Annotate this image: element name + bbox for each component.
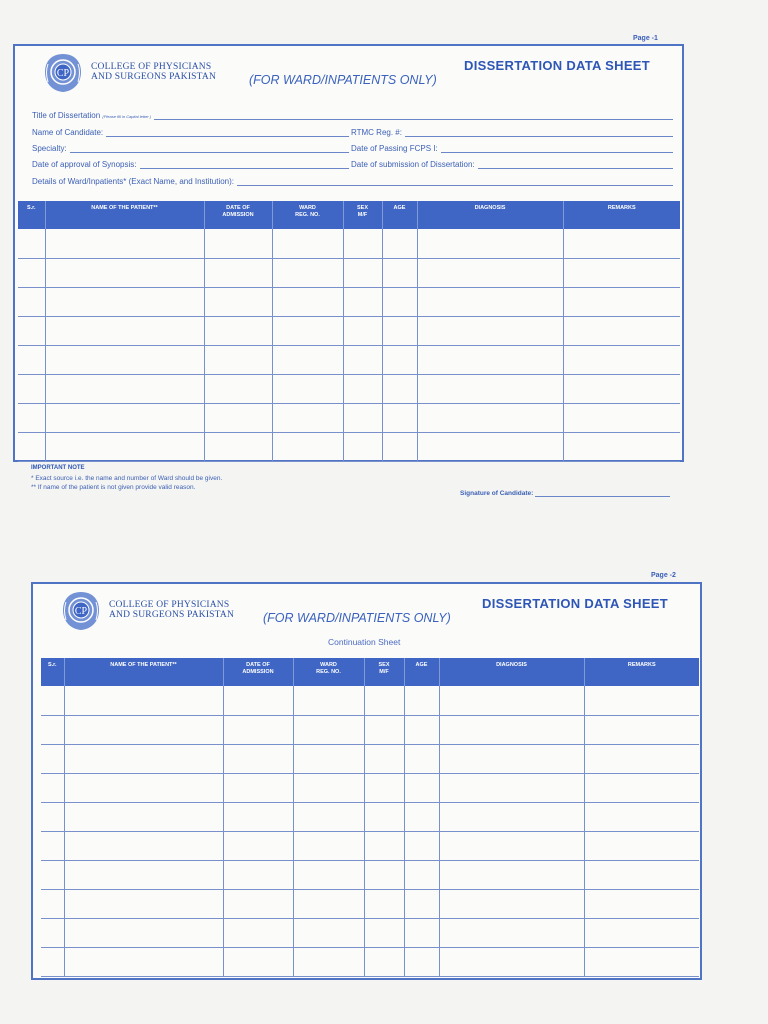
- table-cell[interactable]: [41, 802, 64, 831]
- table-cell[interactable]: [45, 229, 204, 258]
- table-cell[interactable]: [439, 889, 584, 918]
- table-cell[interactable]: [563, 229, 680, 258]
- table-row: [41, 947, 699, 976]
- college-crest-logo: [60, 590, 102, 632]
- table-cell[interactable]: [293, 773, 364, 802]
- table-cell[interactable]: [439, 686, 584, 715]
- table-cell[interactable]: [45, 287, 204, 316]
- fill-line[interactable]: [237, 177, 673, 186]
- table-cell[interactable]: [293, 918, 364, 947]
- table-cell[interactable]: [417, 374, 563, 403]
- table-cell[interactable]: [563, 258, 680, 287]
- field-date-submission[interactable]: [351, 158, 673, 169]
- table-cell[interactable]: [293, 831, 364, 860]
- column-header: [439, 658, 584, 686]
- table-cell[interactable]: [41, 947, 64, 976]
- field-label: Date of submission of Dissertation:: [351, 160, 475, 169]
- table-cell[interactable]: [204, 316, 272, 345]
- table-cell[interactable]: [223, 802, 293, 831]
- fill-line[interactable]: [106, 128, 349, 137]
- sheet-subtitle: (FOR WARD/INPATIENTS ONLY): [263, 611, 451, 625]
- table-cell[interactable]: [272, 345, 343, 374]
- data-sheet-page-1: [13, 44, 684, 462]
- table-cell[interactable]: [563, 287, 680, 316]
- table-cell[interactable]: [41, 889, 64, 918]
- field-specialty[interactable]: [32, 142, 349, 153]
- table-cell[interactable]: [404, 802, 439, 831]
- table-cell[interactable]: [18, 258, 45, 287]
- table-cell[interactable]: [64, 802, 223, 831]
- college-crest-logo: [42, 52, 84, 94]
- table-cell[interactable]: [364, 744, 404, 773]
- table-header-row: [18, 201, 680, 229]
- table-cell[interactable]: [272, 403, 343, 432]
- column-header: [382, 201, 417, 229]
- table-cell[interactable]: [293, 744, 364, 773]
- page-number-1: Page -1: [633, 35, 658, 42]
- column-header: [223, 658, 293, 686]
- column-header-line-1: SEX: [378, 662, 390, 668]
- table-cell[interactable]: [293, 686, 364, 715]
- signature-of-candidate[interactable]: [460, 489, 670, 497]
- table-cell[interactable]: [343, 432, 382, 461]
- field-label: RTMC Reg. #:: [351, 128, 402, 137]
- table-cell[interactable]: [584, 947, 699, 976]
- table-cell[interactable]: [417, 287, 563, 316]
- table-row: [18, 229, 680, 258]
- table-cell[interactable]: [584, 715, 699, 744]
- table-cell[interactable]: [204, 229, 272, 258]
- table-cell[interactable]: [223, 889, 293, 918]
- important-note-heading: IMPORTANT NOTE: [31, 465, 85, 471]
- table-cell[interactable]: [382, 258, 417, 287]
- table-cell[interactable]: [364, 831, 404, 860]
- column-header-line-1: DIAGNOSIS: [474, 205, 506, 211]
- table-cell[interactable]: [343, 287, 382, 316]
- table-cell[interactable]: [45, 345, 204, 374]
- column-header: [563, 201, 680, 229]
- table-cell[interactable]: [404, 773, 439, 802]
- table-row: [41, 831, 699, 860]
- table-cell[interactable]: [404, 918, 439, 947]
- column-header-line-1: DATE OF: [246, 662, 270, 668]
- table-row: [41, 686, 699, 715]
- table-cell[interactable]: [293, 802, 364, 831]
- table-cell[interactable]: [41, 686, 64, 715]
- table-cell[interactable]: [45, 316, 204, 345]
- table-cell[interactable]: [382, 287, 417, 316]
- table-cell[interactable]: [18, 229, 45, 258]
- table-cell[interactable]: [41, 918, 64, 947]
- table-cell[interactable]: [404, 715, 439, 744]
- column-header-line-2: M/F: [357, 212, 368, 218]
- table-cell[interactable]: [382, 229, 417, 258]
- table-cell[interactable]: [204, 258, 272, 287]
- table-cell[interactable]: [18, 432, 45, 461]
- table-cell[interactable]: [64, 947, 223, 976]
- table-row: [41, 773, 699, 802]
- table-cell[interactable]: [439, 860, 584, 889]
- column-header-line-1: DATE OF: [226, 205, 250, 211]
- table-cell[interactable]: [272, 316, 343, 345]
- table-cell[interactable]: [343, 345, 382, 374]
- table-cell[interactable]: [223, 831, 293, 860]
- column-header-line-1: WARD: [299, 205, 316, 211]
- table-cell[interactable]: [343, 316, 382, 345]
- field-name-of-candidate[interactable]: [32, 126, 349, 137]
- column-header: [417, 201, 563, 229]
- college-name-line-2: AND SURGEONS PAKISTAN: [109, 610, 235, 620]
- table-cell[interactable]: [293, 889, 364, 918]
- table-cell[interactable]: [584, 918, 699, 947]
- table-cell[interactable]: [41, 744, 64, 773]
- table-cell[interactable]: [563, 432, 680, 461]
- table-cell[interactable]: [439, 947, 584, 976]
- fill-line[interactable]: [478, 160, 673, 169]
- table-row: [18, 432, 680, 461]
- table-cell[interactable]: [584, 831, 699, 860]
- field-ward-details[interactable]: [32, 175, 673, 186]
- table-cell[interactable]: [563, 403, 680, 432]
- table-cell[interactable]: [18, 374, 45, 403]
- table-cell[interactable]: [272, 374, 343, 403]
- table-cell[interactable]: [18, 403, 45, 432]
- table-row: [41, 889, 699, 918]
- column-header-line-1: WARD: [320, 662, 337, 668]
- table-cell[interactable]: [584, 889, 699, 918]
- table-cell[interactable]: [417, 432, 563, 461]
- table-cell[interactable]: [293, 860, 364, 889]
- column-header-line-1: REMARKS: [627, 662, 656, 668]
- table-row: [18, 403, 680, 432]
- column-header-line-1: AGE: [393, 205, 406, 211]
- table-cell[interactable]: [364, 918, 404, 947]
- table-cell[interactable]: [64, 860, 223, 889]
- table-cell[interactable]: [382, 432, 417, 461]
- college-name: [109, 600, 234, 620]
- table-cell[interactable]: [439, 773, 584, 802]
- table-row: [41, 918, 699, 947]
- table-cell[interactable]: [439, 831, 584, 860]
- field-label: Date of Passing FCPS I:: [351, 144, 438, 153]
- table-cell[interactable]: [272, 258, 343, 287]
- field-title-of-dissertation[interactable]: [32, 109, 673, 120]
- sheet-title: DISSERTATION DATA SHEET: [464, 58, 651, 73]
- table-cell[interactable]: [404, 686, 439, 715]
- column-header-line-2: ADMISSION: [222, 212, 254, 218]
- table-cell[interactable]: [417, 229, 563, 258]
- table-cell[interactable]: [204, 403, 272, 432]
- table-cell[interactable]: [45, 258, 204, 287]
- table-cell[interactable]: [439, 715, 584, 744]
- table-cell[interactable]: [404, 831, 439, 860]
- table-cell[interactable]: [563, 316, 680, 345]
- table-cell[interactable]: [439, 802, 584, 831]
- fill-line[interactable]: [140, 160, 349, 169]
- table-cell[interactable]: [272, 432, 343, 461]
- college-name-line-2: AND SURGEONS PAKISTAN: [91, 72, 217, 82]
- column-header: [41, 658, 64, 686]
- table-cell[interactable]: [364, 889, 404, 918]
- fill-line[interactable]: [405, 128, 673, 137]
- field-date-synopsis[interactable]: [32, 158, 349, 169]
- column-header-line-1: NAME OF THE PATIENT**: [91, 205, 158, 211]
- table-cell[interactable]: [364, 947, 404, 976]
- field-label: Name of Candidate:: [32, 128, 104, 137]
- column-header-line-2: ADMISSION: [242, 669, 274, 675]
- table-cell[interactable]: [404, 889, 439, 918]
- table-cell[interactable]: [41, 831, 64, 860]
- table-cell[interactable]: [64, 773, 223, 802]
- table-cell[interactable]: [563, 374, 680, 403]
- table-cell[interactable]: [343, 403, 382, 432]
- field-label: Date of approval of Synopsis:: [32, 160, 137, 169]
- table-cell[interactable]: [45, 432, 204, 461]
- table-cell[interactable]: [343, 229, 382, 258]
- table-cell[interactable]: [223, 686, 293, 715]
- table-cell[interactable]: [41, 860, 64, 889]
- table-row: [41, 802, 699, 831]
- svg-text:CP: CP: [56, 68, 70, 79]
- table-cell[interactable]: [404, 744, 439, 773]
- column-header: [364, 658, 404, 686]
- table-cell[interactable]: [584, 860, 699, 889]
- table-cell[interactable]: [272, 229, 343, 258]
- table-cell[interactable]: [41, 715, 64, 744]
- field-rtmc-reg[interactable]: [351, 126, 673, 137]
- table-cell[interactable]: [18, 287, 45, 316]
- table-cell[interactable]: [204, 287, 272, 316]
- college-name: [91, 62, 216, 82]
- table-cell[interactable]: [417, 345, 563, 374]
- fill-line[interactable]: [441, 144, 673, 153]
- patients-table-page-2: [41, 658, 699, 977]
- table-cell[interactable]: [45, 403, 204, 432]
- table-cell[interactable]: [223, 947, 293, 976]
- column-header: [293, 658, 364, 686]
- table-cell[interactable]: [364, 860, 404, 889]
- fill-line[interactable]: [70, 144, 349, 153]
- signature-line[interactable]: [535, 489, 670, 497]
- table-row: [18, 258, 680, 287]
- column-header-line-1: S.r.: [47, 662, 57, 668]
- table-row: [18, 374, 680, 403]
- column-header-line-2: REG. NO.: [316, 669, 341, 675]
- column-header: [204, 201, 272, 229]
- table-cell[interactable]: [223, 918, 293, 947]
- table-row: [18, 316, 680, 345]
- signature-label: Signature of Candidate:: [460, 490, 534, 497]
- page-number-2: Page -2: [651, 572, 676, 579]
- column-header-line-1: S.r.: [26, 205, 36, 211]
- table-cell[interactable]: [64, 918, 223, 947]
- table-cell[interactable]: [64, 686, 223, 715]
- table-cell[interactable]: [364, 773, 404, 802]
- table-cell[interactable]: [293, 947, 364, 976]
- column-header: [272, 201, 343, 229]
- table-cell[interactable]: [343, 374, 382, 403]
- table-cell[interactable]: [382, 316, 417, 345]
- data-sheet-page-2: [31, 582, 702, 980]
- table-cell[interactable]: [64, 715, 223, 744]
- column-header: [45, 201, 204, 229]
- table-cell[interactable]: [272, 287, 343, 316]
- continuation-sheet-label: Continuation Sheet: [328, 637, 401, 647]
- table-cell[interactable]: [563, 345, 680, 374]
- sheet-title: DISSERTATION DATA SHEET: [482, 596, 669, 611]
- table-cell[interactable]: [64, 744, 223, 773]
- table-cell[interactable]: [293, 715, 364, 744]
- table-cell[interactable]: [364, 686, 404, 715]
- table-cell[interactable]: [364, 715, 404, 744]
- table-cell[interactable]: [204, 345, 272, 374]
- important-note-2: ** If name of the patient is not given provide valid reason.: [31, 484, 196, 491]
- svg-text:CP: CP: [74, 606, 88, 617]
- table-cell[interactable]: [364, 802, 404, 831]
- table-cell[interactable]: [584, 802, 699, 831]
- column-header-line-1: REMARKS: [607, 205, 636, 211]
- table-row: [41, 744, 699, 773]
- patients-table-page-1: [18, 201, 680, 462]
- column-header-line-1: NAME OF THE PATIENT**: [110, 662, 177, 668]
- table-cell[interactable]: [404, 947, 439, 976]
- table-cell[interactable]: [204, 374, 272, 403]
- table-cell[interactable]: [404, 860, 439, 889]
- table-cell[interactable]: [417, 316, 563, 345]
- column-header-line-1: AGE: [415, 662, 428, 668]
- column-header-line-1: DIAGNOSIS: [496, 662, 527, 668]
- column-header-line-2: REG. NO.: [295, 212, 320, 218]
- table-cell[interactable]: [382, 403, 417, 432]
- table-cell[interactable]: [584, 773, 699, 802]
- table-cell[interactable]: [64, 889, 223, 918]
- column-header: [404, 658, 439, 686]
- table-row: [18, 287, 680, 316]
- table-cell[interactable]: [382, 345, 417, 374]
- table-cell[interactable]: [18, 316, 45, 345]
- table-row: [41, 860, 699, 889]
- college-name-line-1: COLLEGE OF PHYSICIANS: [109, 600, 230, 610]
- column-header: [343, 201, 382, 229]
- table-cell[interactable]: [223, 715, 293, 744]
- field-label: Specialty:: [32, 144, 67, 153]
- column-header-line-1: SEX: [356, 205, 368, 211]
- field-label: Title of Dissertation (Please fill in Capital letter ): [32, 111, 152, 120]
- important-note-1: * Exact source i.e. the name and number of Ward should be given.: [31, 475, 223, 482]
- table-row: [41, 715, 699, 744]
- table-row: [18, 345, 680, 374]
- column-header: [18, 201, 45, 229]
- table-cell[interactable]: [584, 744, 699, 773]
- fill-line[interactable]: [154, 111, 673, 120]
- table-cell[interactable]: [18, 345, 45, 374]
- table-cell[interactable]: [64, 831, 223, 860]
- college-name-line-1: COLLEGE OF PHYSICIANS: [91, 62, 212, 72]
- table-cell[interactable]: [204, 432, 272, 461]
- table-cell[interactable]: [45, 374, 204, 403]
- table-cell[interactable]: [223, 744, 293, 773]
- table-cell[interactable]: [223, 773, 293, 802]
- table-cell[interactable]: [343, 258, 382, 287]
- table-cell[interactable]: [223, 860, 293, 889]
- sheet-subtitle: (FOR WARD/INPATIENTS ONLY): [249, 73, 437, 87]
- table-cell[interactable]: [417, 258, 563, 287]
- table-header-row: [41, 658, 699, 686]
- column-header: [64, 658, 223, 686]
- table-cell[interactable]: [439, 918, 584, 947]
- table-cell[interactable]: [439, 744, 584, 773]
- field-date-fcps[interactable]: [351, 142, 673, 153]
- table-cell[interactable]: [417, 403, 563, 432]
- table-cell[interactable]: [382, 374, 417, 403]
- column-header: [584, 658, 699, 686]
- table-cell[interactable]: [41, 773, 64, 802]
- table-cell[interactable]: [584, 686, 699, 715]
- field-label: Details of Ward/Inpatients* (Exact Name, and Institution):: [32, 177, 235, 186]
- column-header-line-2: M/F: [379, 669, 389, 675]
